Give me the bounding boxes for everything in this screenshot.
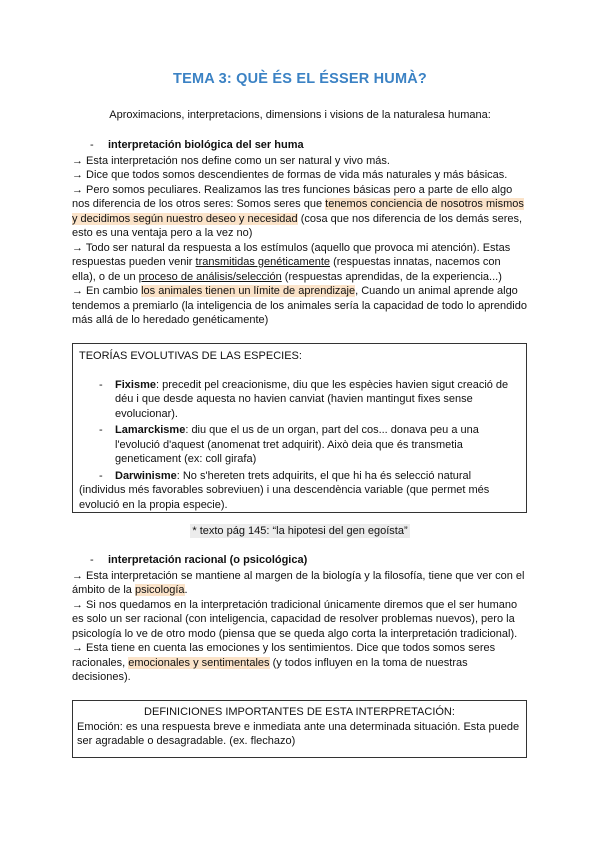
highlighted-text: los animales tienen un límite de aprendizaje bbox=[141, 285, 356, 297]
text-run: → En cambio bbox=[72, 285, 142, 297]
paragraph: → Esta interpretación nos define como un ser natural y vivo más. bbox=[72, 154, 390, 167]
underlined-text: proceso de análisis/selección bbox=[138, 270, 282, 283]
heading-text: interpretación racional (o psicológica) bbox=[108, 554, 308, 566]
text-run: : precedit pel creacionisme, diu que les espècies havien sigut creació de déu i que desde aquesta no havien canviat (havien mantingut fixes sense evolucionar). bbox=[115, 378, 509, 420]
page-subtitle: Aproximacions, interpretacions, dimensions i visions de la naturalesa humana: bbox=[109, 109, 491, 121]
paragraph bbox=[72, 183, 527, 241]
bullet-dash: - bbox=[90, 554, 94, 566]
page-title: TEMA 3: QUÈ ÉS EL ÉSSER HUMÀ? bbox=[173, 71, 427, 87]
text-run: (y todos influyen en la toma de nuestras decisiones). bbox=[72, 656, 468, 683]
list-item bbox=[79, 469, 520, 513]
definitions-box bbox=[72, 700, 527, 758]
term: Darwinisme bbox=[115, 469, 177, 482]
box-heading: TEORÍAS EVOLUTIVAS DE LAS ESPECIES: bbox=[79, 350, 302, 362]
text-run: (cosa que nos diferencia de los demás seres, esto es una ventaja pero a la vez no) bbox=[72, 212, 523, 239]
heading-text: interpretación biológica del ser huma bbox=[108, 139, 304, 151]
bullet-dash: - bbox=[99, 424, 103, 436]
text-run: (respuestas aprendidas, de la experiencia...) bbox=[281, 270, 502, 283]
text-run: . bbox=[184, 584, 188, 596]
text-run: : diu que el us de un organ, part del cos... donava peu a una l'evolució d'aquest (anomenat tret adquirit). Això deia que és transmetia geneticament (ex: coll girafa) bbox=[115, 424, 479, 465]
underlined-text: transmitidas genéticamente bbox=[195, 256, 331, 268]
paragraph: → Dice que todos somos descendientes de formas de vida más naturales y más básicas. bbox=[72, 169, 508, 181]
paragraph bbox=[72, 284, 527, 328]
list-item bbox=[79, 423, 520, 467]
item-text bbox=[115, 423, 520, 467]
text-run: → Esta interpretación se mantiene al margen de la biología y la filosofía, tiene que ver con el ámbito de la bbox=[72, 569, 525, 596]
bullet-dash: - bbox=[90, 139, 94, 151]
bullet-dash: - bbox=[99, 469, 103, 482]
reference-text: * texto pág 145: “la hipotesi del gen egoísta” bbox=[192, 525, 408, 537]
text-run: : No s'hereten trets adquirits, el que hi ha és selecció natural (individus més favorables sobreviuen) i una descendència variable (que permet més evolució en la propia especie). bbox=[79, 469, 490, 511]
section-rational bbox=[72, 553, 527, 685]
section-heading-rational bbox=[72, 553, 527, 568]
paragraph bbox=[72, 569, 527, 598]
paragraph bbox=[72, 641, 527, 685]
text-run: → Todo ser natural da respuesta a los estímulos (aquello que provoca mi atención). Estas respuestas pueden venir bbox=[72, 241, 511, 268]
reference-note bbox=[0, 524, 600, 539]
box-heading: DEFINICIONES IMPORTANTES DE ESTA INTERPRETACIÓN: bbox=[144, 706, 455, 718]
item-text bbox=[115, 378, 520, 422]
definition-text: Emoción: es una respuesta breve e inmediata ante una determinada situación. Esta puede ser agradable o desagradable. (ex. flechazo) bbox=[77, 720, 520, 747]
term: Fixisme bbox=[115, 378, 156, 391]
paragraph: → Si nos quedamos en la interpretación tradicional únicamente diremos que el ser humano es solo un ser racional (con inteligencia, capacidad de resolver problemas nuevos), pero la psicología lo ve de otro modo (piensa que se queda algo corta la interpretación tradicional). bbox=[72, 598, 518, 640]
text-run: (respuestas innatas, nacemos con ella), o de un bbox=[72, 256, 501, 283]
highlighted-text: psicología bbox=[134, 584, 185, 596]
section-biological bbox=[72, 138, 527, 328]
paragraph bbox=[72, 241, 527, 285]
text-run: , Cuando un animal aprende algo tendemos a premiarlo (la inteligencia de los animales sería la capacidad de todo lo aprendido más allá de lo heredado genéticamente) bbox=[72, 285, 527, 326]
text-run: → Esta tiene en cuenta las emociones y los sentimientos. Dice que todos somos seres racionales, bbox=[72, 642, 496, 669]
text-run: → Pero somos peculiares. Realizamos las tres funciones básicas pero a parte de ello algo nos diferencia de los otros seres: Somos seres que bbox=[72, 183, 513, 210]
list-item bbox=[79, 378, 520, 422]
bullet-dash: - bbox=[99, 378, 103, 391]
term: Lamarckisme bbox=[115, 424, 186, 436]
section-heading-biological bbox=[72, 138, 527, 153]
highlighted-text: emocionales y sentimentales bbox=[128, 656, 270, 669]
evolutionary-theories-box bbox=[72, 343, 527, 513]
highlighted-text: tenemos conciencia de nosotros mismos y decidimos según nuestro deseo y necesidad bbox=[72, 198, 524, 225]
